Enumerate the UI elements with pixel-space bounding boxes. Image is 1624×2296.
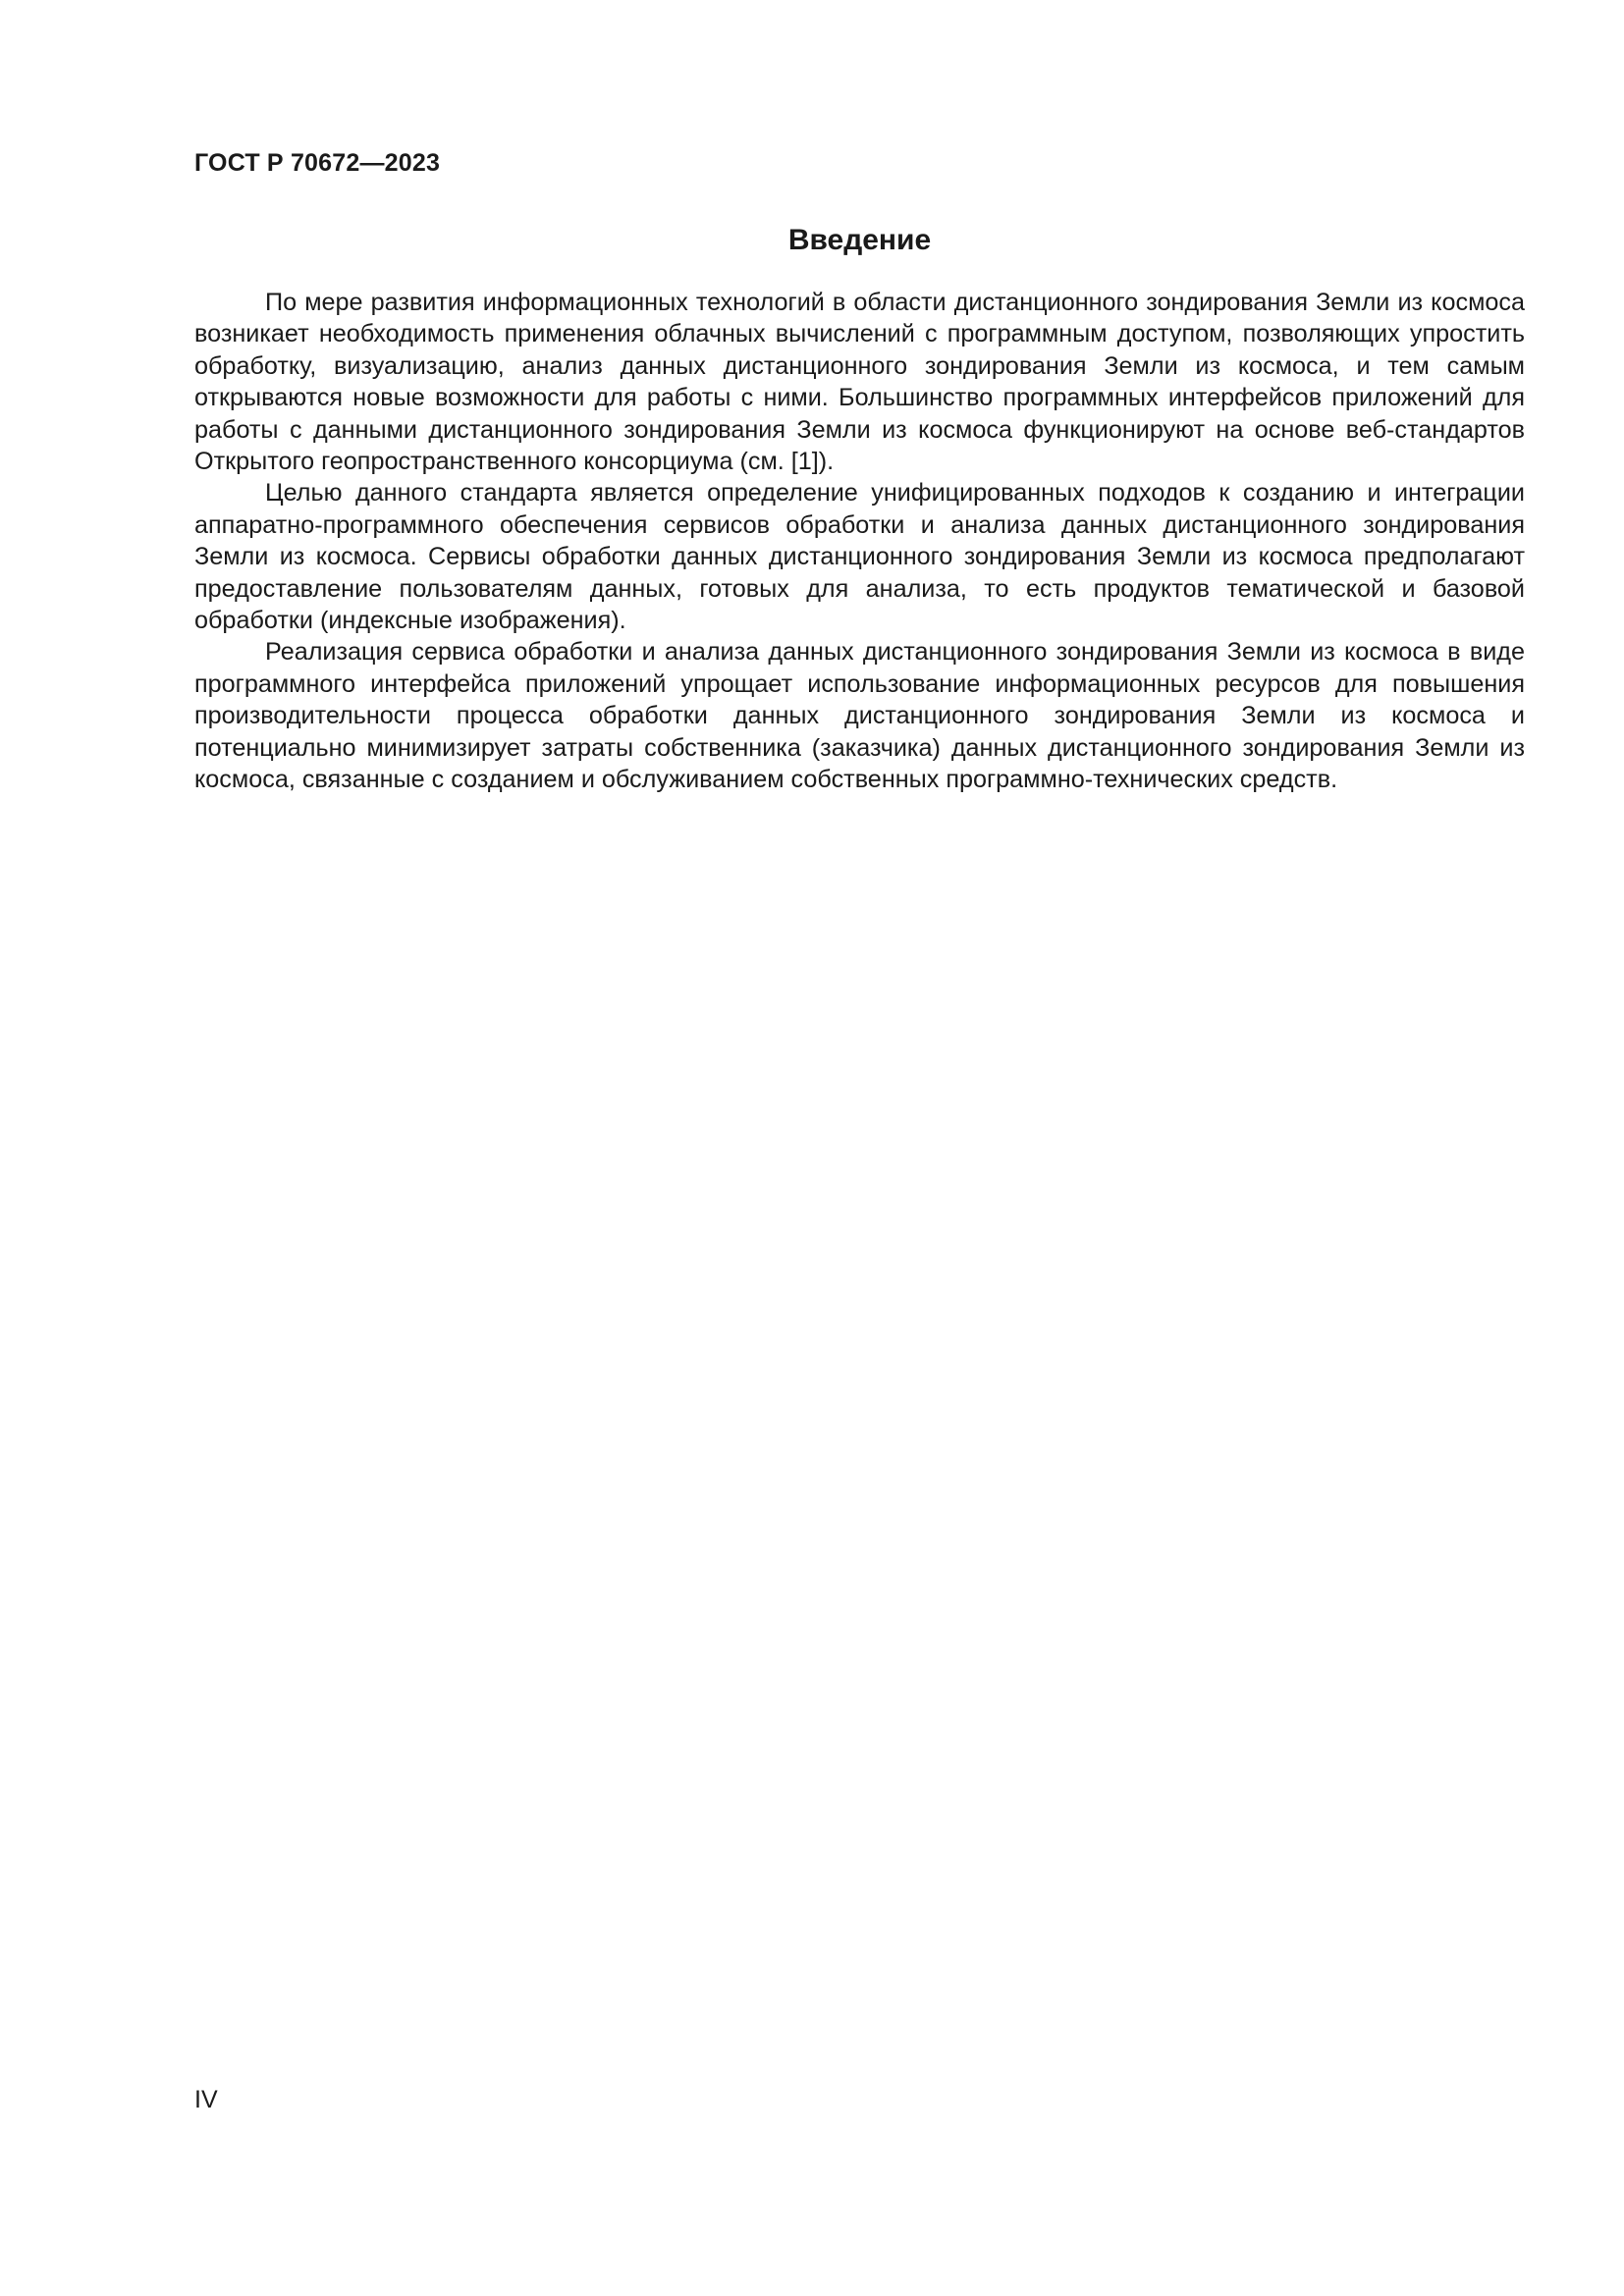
page-number: IV (194, 2086, 218, 2113)
paragraph-3: Реализация сервиса обработки и анализа данных дистанционного зондирования Земли из космоса в виде программного интерфейса приложений упрощает использование информационных ресурсов для повышения производительности процесса обработки данных дистанционного зондирования Земли из космоса и потенциально минимизирует затраты собственника (заказчика) данных дистанционного зондирования Земли из космоса, связанные с созданием и обслуживанием собственных программно-технических средств. (194, 638, 1525, 794)
section-title: Введение (787, 224, 932, 256)
document-code-header: ГОСТ Р 70672—2023 (194, 149, 441, 177)
paragraph-2: Целью данного стандарта является определение унифицированных подходов к созданию и интеграции аппаратно-программного обеспечения сервисов обработки и анализа данных дистанционного зондирования Земли из космоса. Сервисы обработки данных дистанционного зондирования Земли из космоса предполагают предоставление пользователям данных, готовых для анализа, то есть продуктов тематической и базовой обработки (индексные изображения). (194, 479, 1525, 635)
paragraph-1: По мере развития информационных технологий в области дистанционного зондирования Земли из космоса возникает необходимость применения облачных вычислений с программным доступом, позволяющих упростить обработку, визуализацию, анализ данных дистанционного зондирования Земли из космоса, и тем самым открываются новые возможности для работы с ними. Большинство программных интерфейсов приложений для работы с данными дистанционного зондирования Земли из космоса функционируют на основе веб-стандартов Открытого геопространственного консорциума (см. [1]). (194, 289, 1525, 476)
introduction-body (194, 287, 1525, 796)
